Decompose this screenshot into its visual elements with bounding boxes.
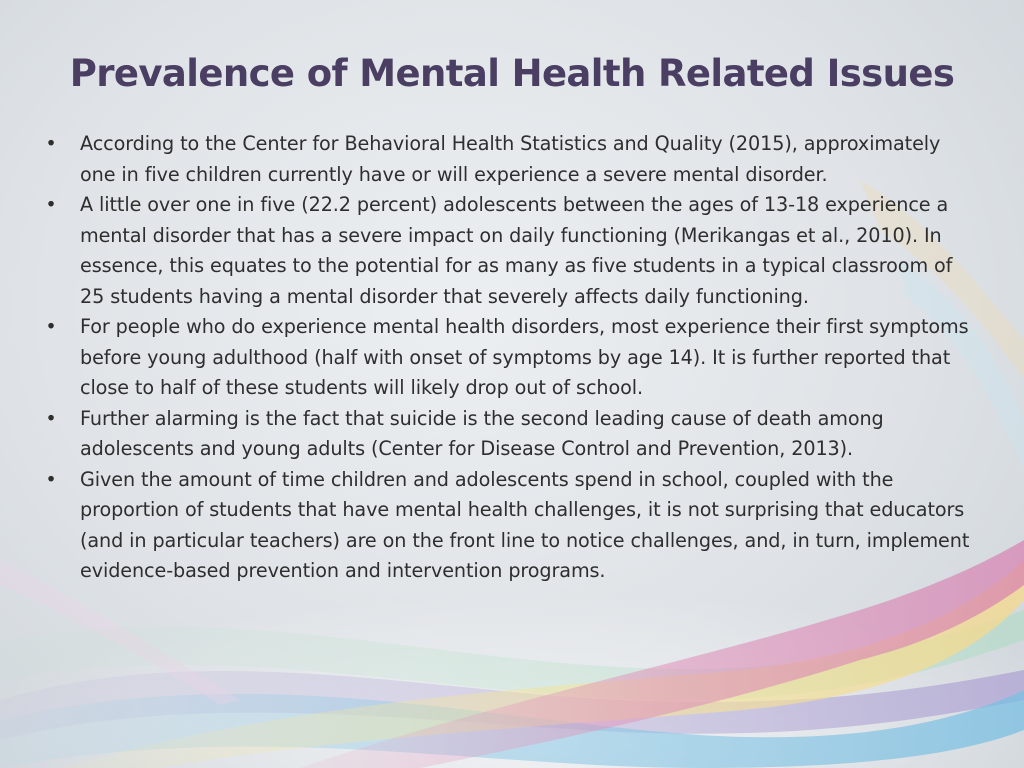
bullet-dot-icon: • (45, 315, 57, 338)
bullet-dot-icon: • (45, 406, 57, 430)
bullet-text: According to the Center for Behavioral Health Statistics and Quality (2015), approximately one in five children currently have or will experience a severe mental disorder. (80, 132, 941, 186)
bullet-text: A little over one in five (22.2 percent) adolescents between the ages of 13-18 experience a mental disorder that has a severe impact on daily functioning (Merikangas et al., 2010). In essence, this equates to the potential for as many as five students in a typical classroom of 25 students having a mental disorder that severely affects daily functioning. (80, 193, 953, 308)
bullet-item (44, 312, 979, 404)
bullet-item (44, 404, 979, 465)
bullet-item (44, 190, 979, 312)
bullet-text: Given the amount of time children and adolescents spend in school, coupled with the proportion of students that have mental health challenges, it is not surprising that educators (and in particular teachers) are on the front line to notice challenges, and, in turn, implement evidence-based prevention and intervention programs. (80, 467, 970, 582)
bullet-text: For people who do experience mental health disorders, most experience their first symptoms before young adulthood (half with onset of symptoms by age 14). It is further reported that close to half of these students will likely drop out of school. (80, 315, 969, 399)
bullet-text: Further alarming is the fact that suicide is the second leading cause of death among adolescents and young adults (Center for Disease Control and Prevention, 2013). (80, 406, 884, 460)
bullet-item (44, 465, 979, 587)
bullet-list (44, 129, 979, 587)
slide-title: Prevalence of Mental Health Related Issues (69, 52, 955, 95)
bullet-dot-icon: • (45, 467, 57, 491)
bullet-item (44, 129, 979, 190)
bullet-dot-icon: • (45, 193, 57, 216)
bullet-dot-icon: • (45, 132, 57, 155)
